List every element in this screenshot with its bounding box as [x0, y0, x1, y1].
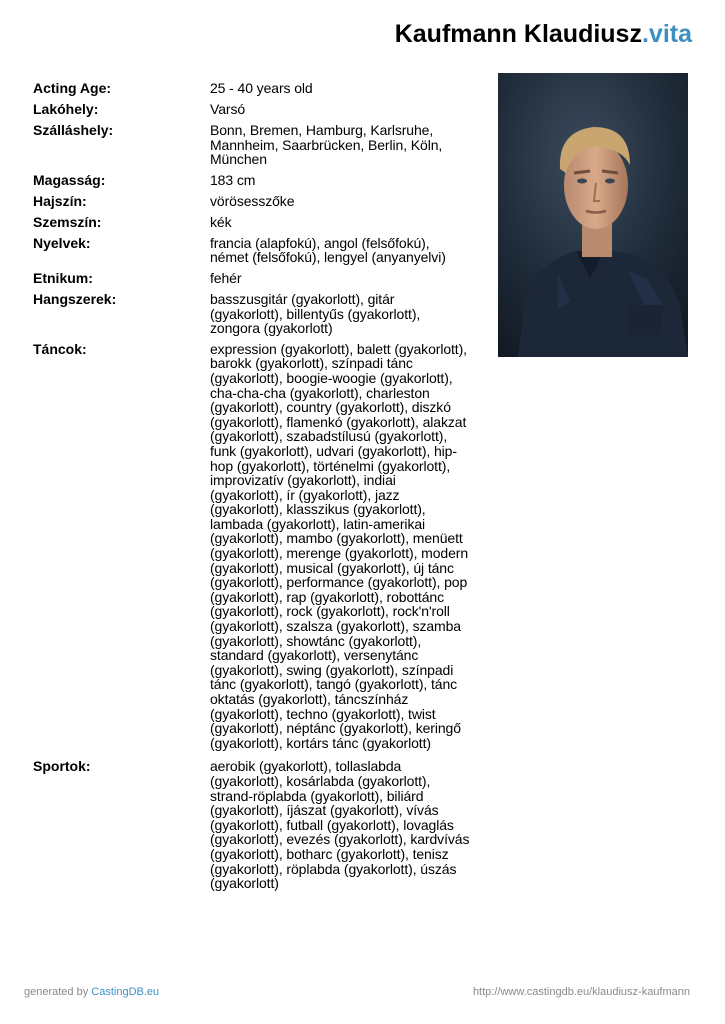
detail-row-dances	[33, 342, 478, 751]
detail-value: Varsó	[210, 101, 246, 117]
detail-value: Bonn, Bremen, Hamburg, Karlsruhe, Mannheim, Saarbrücken, Berlin, Köln, München	[210, 122, 443, 168]
detail-value: expression (gyakorlott), balett (gyakorlott), barokk (gyakorlott), színpadi tánc (gyakorlott), boogie-woogie (gyakorlott), cha-cha-cha (gyakorlott), charleston (gyakorlott), country (gyakorlott), diszkó (gyakorlott), flamenkó (gyakorlott), alakzat (gyakorlott), szabadstílusú (gyakorlott), funk (gyakorlott), udvari (gyakorlott), hip-hop (gyakorlott), történelmi (gyakorlott), improvizatív (gyakorlott), indiai (gyakorlott), ír (gyakorlott), jazz (gyakorlott), klasszikus (gyakorlott), lambada (gyakorlott), latin-amerikai (gyakorlott), mambo (gyakorlott), menüett (gyakorlott), merenge (gyakorlott), modern (gyakorlott), musical (gyakorlott), új tánc (gyakorlott), performance (gyakorlott), pop (gyakorlott), rap (gyakorlott), robottánc (gyakorlott), rock (gyakorlott), rock'n'roll (gyakorlott), szalsza (gyakorlott), szamba (gyakorlott), showtánc (gyakorlott), standard (gyakorlott), versenytánc (gyakorlott), swing (gyakorlott), színpadi tánc (gyakorlott), tangó (gyakorlott), tánc oktatás (gyakorlott), táncszínház (gyakorlott), techno (gyakorlott), twist (gyakorlott), néptánc (gyakorlott), keringő (gyakorlott), kortárs tánc (gyakorlott)	[210, 340, 469, 751]
detail-value: basszusgitár (gyakorlott), gitár (gyakorlott), billentyűs (gyakorlott), zongora (gyakorlott)	[210, 290, 421, 337]
detail-label: Hajszín:	[33, 192, 87, 209]
detail-label: Nyelvek:	[33, 234, 91, 251]
detail-value: fehér	[210, 269, 242, 286]
detail-row-accommodation	[33, 123, 478, 167]
profile-url[interactable]: http://www.castingdb.eu/klaudiusz-kaufmann	[472, 986, 690, 998]
generated-prefix: generated by	[24, 986, 92, 998]
detail-label: Lakóhely:	[33, 101, 99, 117]
detail-value: 183 cm	[210, 171, 256, 188]
actor-name: Kaufmann Klaudiusz	[394, 20, 642, 48]
detail-label: Magasság:	[33, 171, 106, 188]
detail-row-residence	[33, 102, 478, 117]
vita-suffix: .vita	[641, 20, 692, 48]
detail-value: kék	[210, 213, 232, 230]
generated-by-note	[24, 986, 159, 998]
detail-label: Szemszín:	[33, 213, 102, 230]
actor-photo	[498, 73, 688, 357]
detail-label: Táncok:	[33, 340, 87, 357]
castingdb-link[interactable]: CastingDB.eu	[91, 986, 160, 998]
profile-details	[33, 81, 478, 897]
detail-row-acting-age	[33, 81, 478, 96]
detail-row-eye-color	[33, 215, 478, 230]
detail-label: Hangszerek:	[33, 290, 117, 307]
page-title	[395, 20, 692, 49]
detail-label: Szálláshely:	[33, 122, 114, 138]
detail-value: 25 - 40 years old	[210, 80, 313, 96]
detail-value: francia (alapfokú), angol (felsőfokú), német (felsőfokú), lengyel (anyanyelvi)	[210, 234, 446, 266]
detail-label: Acting Age:	[33, 80, 112, 96]
detail-label: Sportok:	[33, 758, 91, 775]
detail-value: vörösesszőke	[210, 192, 295, 209]
detail-row-sports	[33, 759, 478, 890]
detail-value: aerobik (gyakorlott), tollaslabda (gyakorlott), kosárlabda (gyakorlott), strand-röplabda (gyakorlott), biliárd (gyakorlott), íjászat (gyakorlott), vívás (gyakorlott), futball (gyakorlott), lovaglás (gyakorlott), evezés (gyakorlott), kardvívás (gyakorlott), botharc (gyakorlott), tenisz (gyakorlott), röplabda (gyakorlott), úszás (gyakorlott)	[210, 758, 470, 892]
detail-row-ethnicity	[33, 271, 478, 286]
portrait-illustration	[498, 73, 688, 357]
detail-label: Etnikum:	[33, 269, 93, 286]
detail-row-languages	[33, 236, 478, 265]
detail-row-hair-color	[33, 194, 478, 209]
detail-row-instruments	[33, 292, 478, 336]
detail-row-height	[33, 173, 478, 188]
